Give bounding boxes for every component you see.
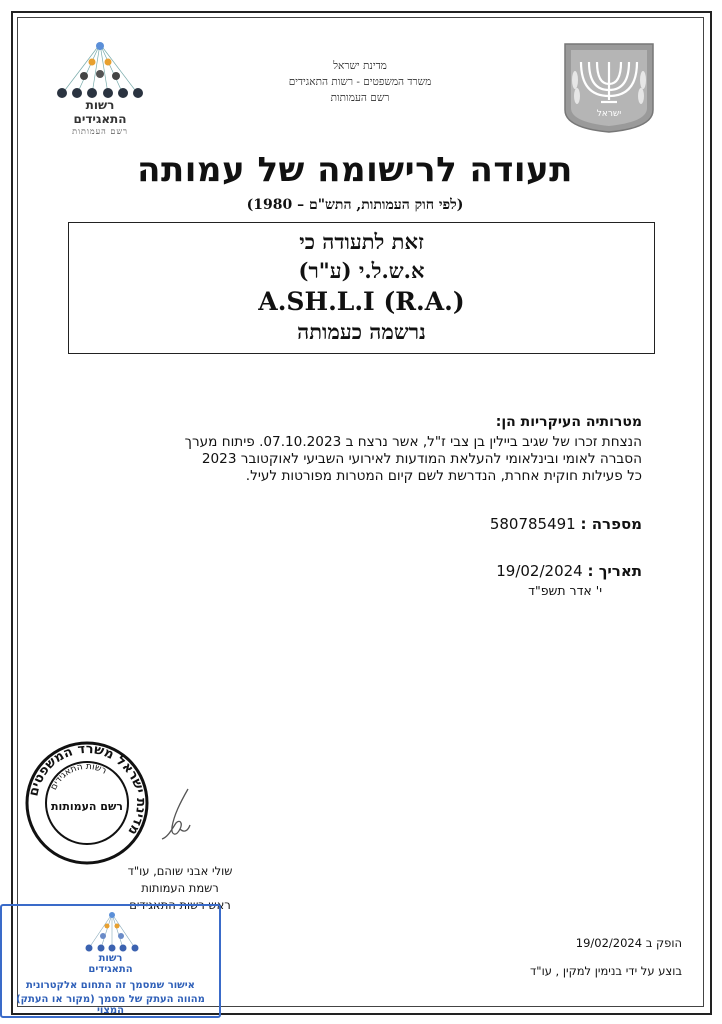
executed-by: בוצע על ידי בנימין למקין , עו"ד [530, 964, 682, 978]
network-logo-icon [40, 38, 160, 98]
electronic-approval-line1: אישור שמסמך זה התחום אלקטרונית [26, 980, 195, 991]
official-stamp-icon [24, 740, 150, 866]
association-name-english: A.SH.L.I (R.A.) [258, 287, 465, 316]
registration-number-row [490, 515, 642, 533]
purposes-text [82, 434, 642, 485]
stamp-inner-text: רשות התאגידים [49, 761, 109, 792]
purpose-line: הנצחת זכרו של שגיב ביילין בן צבי ז"ל, אשר נרצח ב 07.10.2023. פיתוח מערך [184, 434, 642, 450]
gov-line-state: מדינת ישראל [333, 60, 387, 72]
date-label: תאריך : [587, 562, 642, 580]
emblem-label: ישראל [596, 109, 622, 119]
registration-number: 580785491 [489, 515, 576, 533]
logo-name-line1: רשות [85, 98, 115, 112]
e-logo-line2: התאגידים [88, 964, 133, 975]
signer-role-head: ראש רשות התאגידים [129, 898, 231, 912]
date-value: 19/02/2024 [496, 562, 583, 580]
certificate-box [68, 222, 655, 354]
government-header [255, 58, 465, 106]
document-subtitle: (לפי חוק העמותות, התש"ם – 1980) [246, 197, 464, 213]
purpose-line: הסברה לאומי ובינלאומי להעלאת המודעות לאירועי השביעי לאוקטובר 2023 [201, 451, 642, 467]
e-logo-line1: רשות [98, 953, 123, 964]
svg-text:מדינת ישראל משרד המשפטים [26, 742, 148, 838]
purposes-heading: מטרותיה העיקריות הן: [495, 414, 642, 430]
logo-tagline: רשם העמותות [72, 127, 128, 136]
state-emblem-icon [561, 40, 657, 134]
document-title: תעודה לרישומה של עמותה [137, 150, 573, 190]
registration-label: מספרה : [580, 515, 642, 533]
purpose-line: כל פעילות חוקית אחרת, הנדרשת לשם קיום המטרות מפורטות לעיל. [245, 468, 642, 484]
signer-name: שולי אבני שוהם, עו"ד [127, 864, 233, 878]
date-row [496, 562, 642, 580]
electronic-signature-box [0, 904, 221, 1018]
logo-name-line2: התאגידים [73, 112, 127, 126]
stamp-center-text: רשם העמותות [51, 800, 123, 813]
registered-statement: נרשמה כעמותה [297, 319, 426, 344]
handwritten-signature [150, 785, 210, 845]
certificate-intro: זאת לתעודה כי [299, 229, 424, 254]
gov-line-registrar: רשם העמותות [330, 92, 390, 104]
issued-date: הופק ב 19/02/2024 [575, 936, 682, 950]
hebrew-date: י' אדר תשפ"ד [528, 583, 602, 598]
association-name-hebrew: א.ש.ל.י (ע"ר) [298, 258, 425, 283]
stamp-outer-text: מדינת ישראל משרד המשפטים [26, 741, 149, 838]
corporations-authority-logo [40, 38, 160, 138]
electronic-approval-line2: מהווה העתק של מסמך (מקור או העתק) המצוי [16, 994, 205, 1016]
gov-line-ministry: משרד המשפטים - רשות התאגידים [288, 76, 432, 88]
signer-role-registrar: רשמת העמותות [141, 881, 219, 895]
